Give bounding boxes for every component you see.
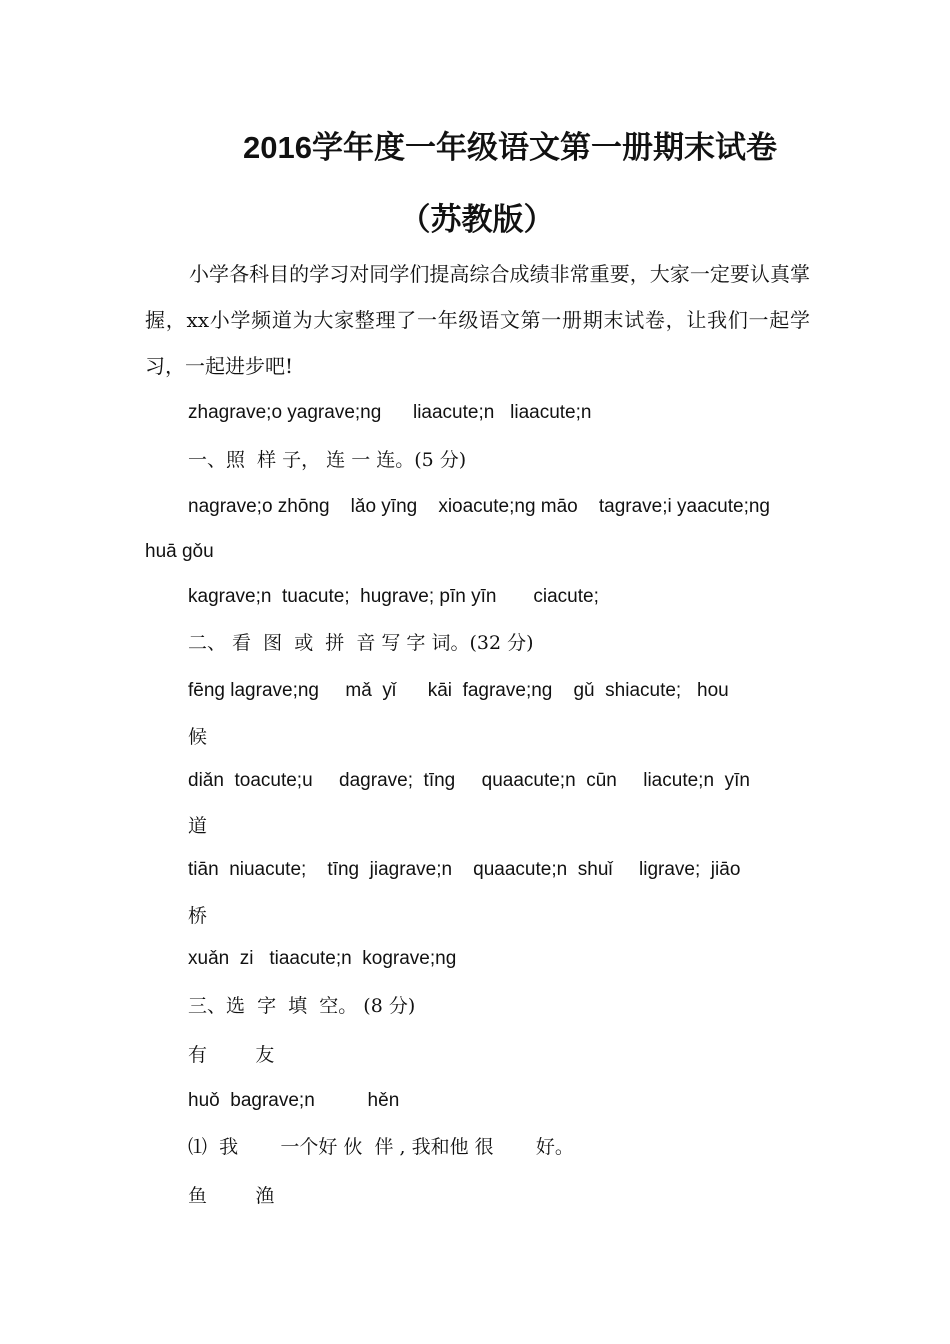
character-line: 有 友	[188, 1044, 275, 1066]
pinyin-line: kagrave;n tuacute; hugrave; pīn yīn ciacute;	[188, 586, 599, 607]
pinyin-line: diǎn toacute;u dagrave; tīng quaacute;n cūn liacute;n yīn	[188, 770, 750, 791]
pinyin-line: huǒ bagrave;n hěn	[188, 1090, 400, 1111]
pinyin-line: huā gǒu	[145, 541, 214, 562]
document-title: 2016学年度一年级语文第一册期末试卷	[243, 130, 777, 165]
section-heading-1: 一、照 样 子， 连 一 连。(5 分)	[188, 449, 467, 471]
exercise-sentence: ⑴ 我 一个好 伙 伴 , 我和他 很 好。	[188, 1136, 574, 1158]
pinyin-line: zhagrave;o yagrave;ng liaacute;n liaacute;n	[188, 402, 592, 423]
intro-paragraph: 小学各科目的学习对同学们提高综合成绩非常重要，大家一定要认真掌握，xx小学频道为大家整理了一年级语文第一册期末试卷，让我们一起学习，一起进步吧!	[145, 262, 810, 378]
character-line: 鱼 渔	[188, 1185, 275, 1207]
character-line: 道	[188, 815, 208, 837]
section-heading-2: 二、 看 图 或 拼 音 写 字 词。(32 分)	[188, 632, 534, 654]
pinyin-line: fēng lagrave;ng mǎ yǐ kāi fagrave;ng gǔ shiacute; hou	[188, 680, 729, 701]
section-heading-3: 三、选 字 填 空。 (8 分)	[188, 995, 416, 1017]
pinyin-line: xuǎn zi tiaacute;n kograve;ng	[188, 948, 457, 969]
character-line: 候	[188, 726, 208, 748]
document-subtitle: （苏教版）	[399, 202, 555, 237]
character-line: 桥	[188, 905, 208, 927]
pinyin-line: tiān niuacute; tīng jiagrave;n quaacute;n shuǐ ligrave; jiāo	[188, 859, 741, 880]
pinyin-line: nagrave;o zhōng lǎo yīng xioacute;ng māo tagrave;i yaacute;ng	[188, 496, 770, 517]
